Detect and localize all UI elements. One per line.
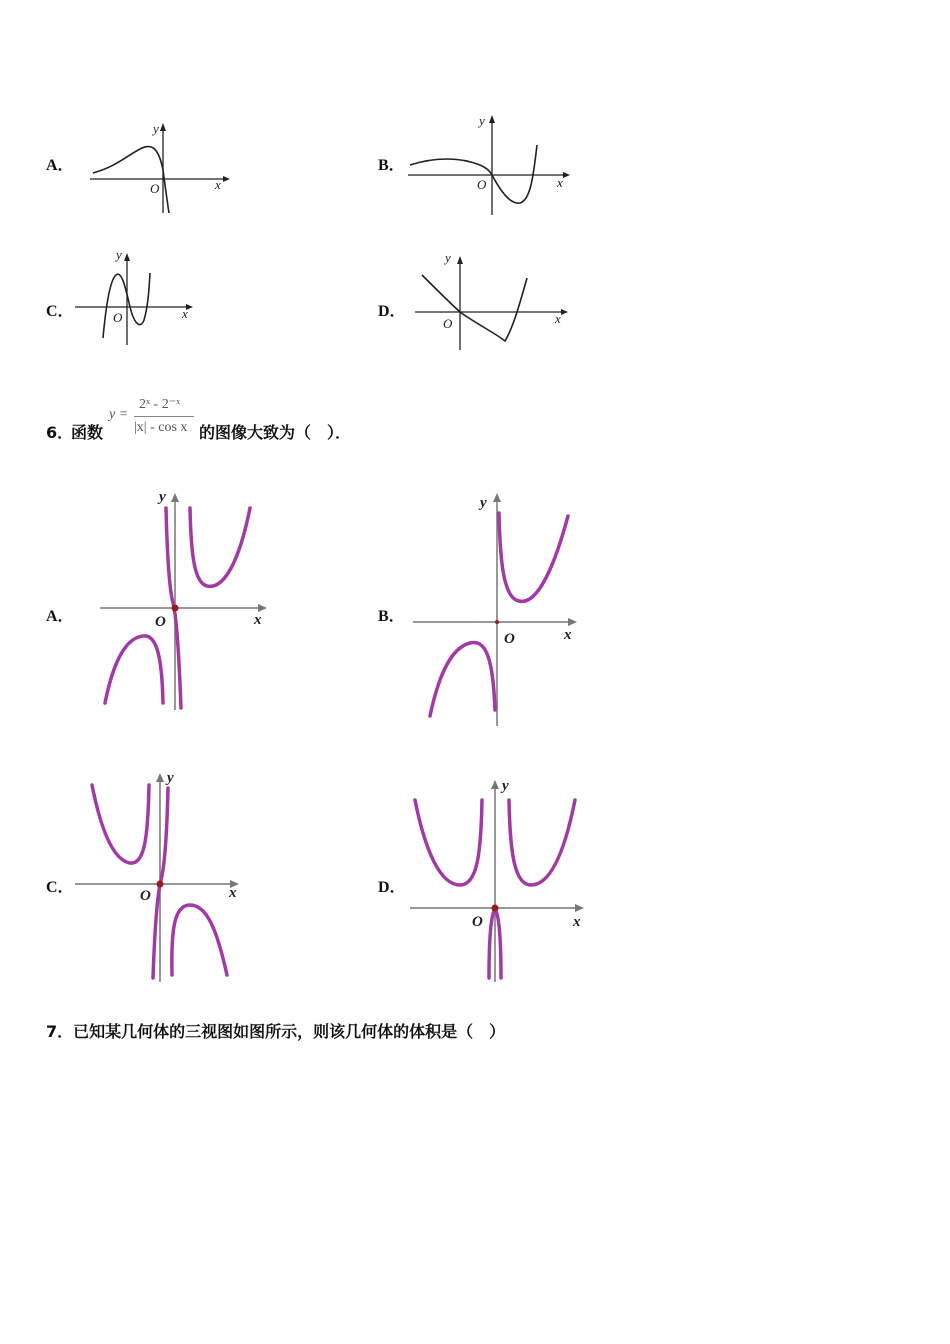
q6-option-c-graph[interactable] — [72, 770, 252, 985]
y-label: y — [116, 247, 122, 262]
q5-option-a-graph[interactable] — [85, 115, 235, 215]
y-arrow — [491, 780, 499, 789]
y-label: y — [153, 121, 159, 136]
q5-option-d-label: D． — [378, 303, 406, 320]
q5-option-b-graph[interactable] — [405, 105, 575, 220]
left-branch — [430, 642, 495, 716]
x-label: x — [254, 612, 262, 628]
q6-number: 6． — [46, 423, 74, 442]
origin-label: O — [443, 316, 453, 331]
left-branch — [105, 636, 163, 703]
y-arrow — [457, 256, 463, 264]
q6-option-d-label: D． — [378, 879, 406, 896]
x-arrow — [575, 904, 584, 912]
origin-label: O — [472, 914, 483, 930]
y-label: y — [479, 113, 485, 128]
left-branch — [92, 785, 149, 863]
curve — [410, 145, 537, 203]
origin-dot — [492, 905, 499, 912]
curve — [93, 147, 169, 213]
q6-fraction-bar — [134, 416, 194, 417]
y-label: y — [502, 778, 509, 794]
q6-formula-y: y = — [109, 407, 129, 422]
origin-label: O — [150, 181, 160, 196]
q5-option-c-graph[interactable] — [72, 245, 202, 350]
x-label: x — [564, 627, 572, 643]
x-label: x — [182, 306, 188, 321]
x-arrow — [223, 176, 230, 182]
q5-option-d-graph[interactable] — [405, 248, 575, 353]
origin-dot — [495, 620, 499, 624]
x-arrow — [561, 309, 568, 315]
left-branch — [415, 800, 482, 885]
y-arrow — [489, 115, 495, 123]
y-arrow — [160, 123, 166, 131]
q6-option-a-graph[interactable] — [95, 488, 275, 713]
origin-label: O — [504, 631, 515, 647]
right-branch — [172, 905, 227, 975]
y-label: y — [445, 250, 451, 265]
x-label: x — [215, 177, 221, 192]
q5-option-a-label: A． — [46, 157, 74, 174]
y-label: y — [159, 489, 166, 505]
origin-dot — [157, 881, 164, 888]
origin-label: O — [113, 310, 123, 325]
origin-label: O — [477, 177, 487, 192]
q6-option-b-graph[interactable] — [410, 488, 590, 728]
y-arrow — [124, 253, 130, 261]
q5-option-b-label: B． — [378, 157, 405, 174]
origin-dot — [172, 605, 179, 612]
x-label: x — [229, 885, 237, 901]
q6-option-a-label: A． — [46, 608, 74, 625]
x-arrow — [568, 618, 577, 626]
q5-option-c-label: C． — [46, 303, 74, 320]
origin-label: O — [155, 614, 166, 630]
right-branch — [190, 508, 250, 586]
q6-formula-denominator: |x| - cos x — [134, 420, 188, 435]
q6-option-c-label: C． — [46, 879, 74, 896]
x-label: x — [555, 311, 561, 326]
y-arrow — [171, 493, 179, 502]
x-label: x — [557, 175, 563, 190]
q7-text: 7．已知某几何体的三视图如图所示，则该几何体的体积是（ ） — [46, 1022, 506, 1041]
y-arrow — [493, 493, 501, 502]
x-label: x — [573, 914, 581, 930]
q6-option-d-graph[interactable] — [405, 775, 590, 985]
curve — [422, 275, 527, 341]
x-arrow — [258, 604, 267, 612]
q6-option-b-label: B． — [378, 608, 405, 625]
x-arrow — [563, 172, 570, 178]
right-branch — [499, 513, 568, 601]
y-arrow — [156, 773, 164, 782]
right-branch — [509, 800, 575, 885]
origin-label: O — [140, 888, 151, 904]
y-label: y — [480, 495, 487, 511]
q6-suffix: 的图像大致为（ ）． — [199, 423, 352, 442]
y-label: y — [167, 770, 174, 786]
q6-prefix: 函数 — [71, 423, 104, 442]
q6-formula-numerator: 2ˣ - 2⁻ˣ — [139, 397, 181, 412]
